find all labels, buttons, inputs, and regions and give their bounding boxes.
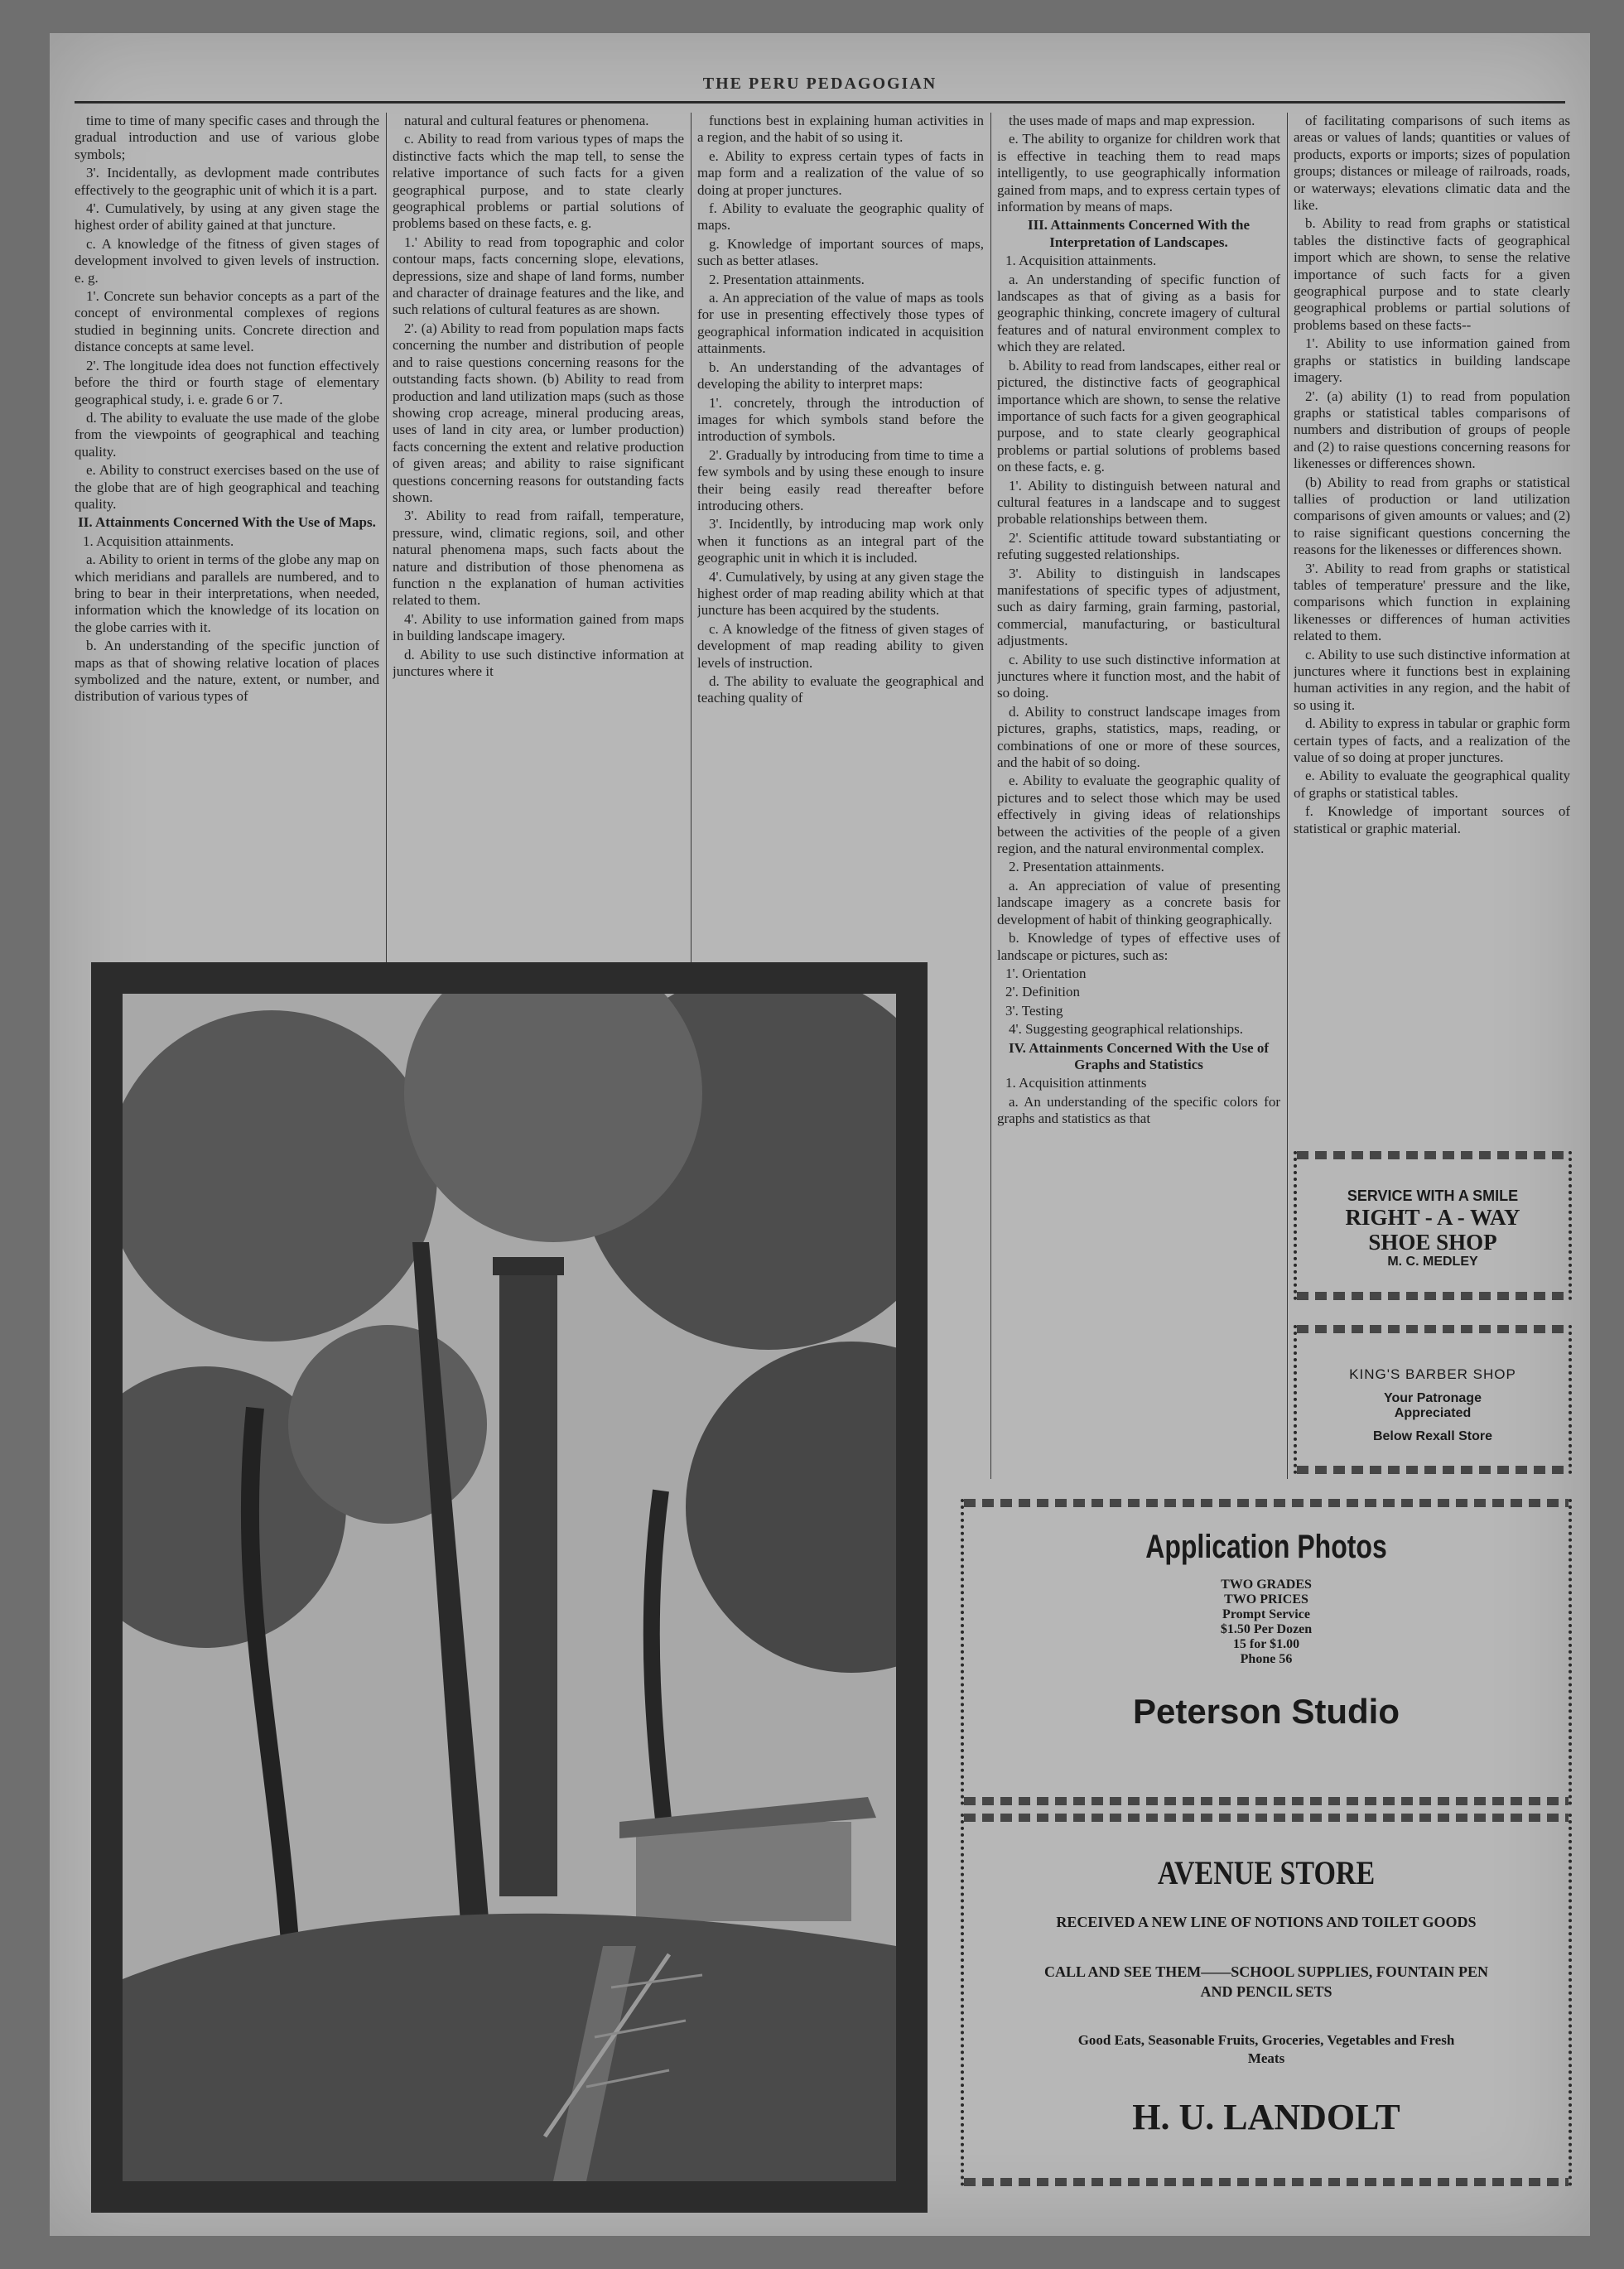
paragraph: a. An appreciation of value of presenting landscape imagery as a concrete basis for development of habit of thinking geographically. — [997, 877, 1280, 927]
paragraph: b. Ability to read from graphs or statistical tables the distinctive facts of geographical import which are shown, to sense the relative importance of such facts for a given geographical purpose and to state clearly geographical problems or partial solutions of problems based on these facts-- — [1294, 215, 1570, 333]
paragraph: 3'. Ability to read from graphs or statistical tables of temperature' pressure and the like, comparisons which function in explaining likenesses or differences of human activities related to them. — [1294, 560, 1570, 644]
paragraph: a. An appreciation of the value of maps as tools for use in presenting effectively those types of geographical information indicated in acquisition attainments. — [697, 290, 984, 357]
paragraph: d. Ability to express in tabular or graphic form certain types of facts, and a realization of the value of so doing at proper junctures. — [1294, 715, 1570, 766]
ad-border — [1297, 1151, 1569, 1159]
paragraph: 4'. Suggesting geographical relationships. — [1009, 1021, 1244, 1038]
photos-line-1: TWO GRADES — [1221, 1578, 1312, 1592]
paragraph: 3'. Ability to distinguish in landscapes manifestations of specific types of adjustment, such as dairy farming, grain farming, pastorial, commercial, manufacturing, or basticultural adjustments. — [997, 565, 1280, 649]
text-column-5 — [1294, 113, 1570, 937]
section-heading: IV. Attainments Concerned With the Use of Graphs and Statistics — [1008, 1039, 1270, 1072]
photos-line-3: Prompt Service — [1222, 1607, 1310, 1621]
ad-border — [964, 1814, 1569, 1822]
paragraph: d. The ability to evaluate the use made of the globe from the viewpoints of geographical and teaching quality. — [75, 409, 379, 460]
paragraph: 4'. Cumulatively, by using at any given stage the highest order of ability gained at that juncture. — [75, 200, 379, 234]
shoe-tagline: SERVICE WITH A SMILE — [1347, 1187, 1519, 1204]
ad-barber-shop — [1294, 1325, 1572, 1474]
paragraph: 1'. Concrete sun behavior concepts as a part of the concept of environmental complexes of regions studied in beginning units. Concrete direction and distance concepts at same level. — [75, 288, 379, 355]
shoe-owner: M. C. MEDLEY — [1387, 1255, 1478, 1269]
paragraph: 2. Presentation attainments. — [709, 271, 865, 287]
text-column-4 — [997, 113, 1280, 1537]
paragraph: g. Knowledge of important sources of maps, such as better atlases. — [697, 235, 984, 269]
paragraph: the uses made of maps and map expression. — [1009, 113, 1255, 128]
paragraph: 4'. Ability to use information gained from maps in building landscape imagery. — [393, 610, 684, 644]
newspaper-page — [50, 33, 1590, 2236]
avenue-proprietor: H. U. LANDOLT — [1132, 2097, 1400, 2137]
masthead — [75, 68, 1565, 104]
paragraph: 2'. (a) Ability to read from population maps facts concerning the number and distribution of people and to raise questions concerning reasons for the outstanding facts shown. (b) Ability to read from production and land utilization maps (such as those showing crop acreage, mineral producing areas, uses of land in city area, or lumber production) facts concerning the extent and relative production of given areas; and ability to raise significant questions concerning reasons for outstanding facts shown. — [393, 320, 684, 505]
barber-name: KING'S BARBER SHOP — [1349, 1366, 1516, 1382]
photos-price-1: $1.50 Per Dozen — [1220, 1622, 1313, 1636]
photos-line-2: TWO PRICES — [1224, 1592, 1308, 1607]
paragraph: natural and cultural features or phenomena. — [404, 113, 649, 128]
ad-shoe-shop — [1294, 1151, 1572, 1300]
photo-frame — [91, 962, 928, 2213]
ad-border — [964, 1797, 1569, 1805]
avenue-title: AVENUE STORE — [1157, 1854, 1376, 1891]
ad-application-photos — [961, 1499, 1572, 1805]
section-heading: II. Attainments Concerned With the Use of Maps. — [78, 514, 376, 531]
paragraph: c. Ability to use such distinctive information at junctures where it function most, and the habit of so doing. — [997, 651, 1280, 701]
text-column-3 — [697, 113, 984, 970]
paragraph: e. Ability to construct exercises based on the use of the globe that are of high geographical and teaching quality. — [75, 462, 379, 512]
paragraph: c. Ability to read from various types of maps the distinctive facts which the map tell, to sense the relative importance of such facts for a given geographical purpose, and to state clearly geographical problems or partial solutions of problems based on these facts, e. g. — [393, 131, 684, 232]
column-rule — [691, 113, 692, 966]
paragraph: 3'. Testing — [1005, 1002, 1063, 1019]
paragraph: d. Ability to use such distinctive information at junctures where it — [393, 646, 684, 679]
column-rule — [990, 113, 991, 1479]
paragraph: 1'. Orientation — [1005, 965, 1087, 981]
paragraph: e. Ability to express certain types of facts in map form and a realization of the value of so doing at proper junctures. — [697, 147, 984, 198]
paragraph: b. An understanding of the advantages of developing the ability to interpret maps: — [697, 359, 984, 393]
text-column-2 — [393, 113, 684, 970]
shoe-name-1: RIGHT - A - WAY — [1345, 1205, 1520, 1230]
paragraph: c. Ability to use such distinctive information at junctures where it functions best in explaining human activities in any region, and the habit of so using it. — [1294, 646, 1570, 713]
paragraph: 3'. Ability to read from raifall, temperature, pressure, wind, climatic regions, soil, and other natural phenomena maps, such facts about the nature and distribution of those phenomena as function n the explanation of human activities related to them. — [393, 508, 684, 609]
paragraph: 1. Acquisition attainments. — [1005, 253, 1157, 269]
paragraph: (b) Ability to read from graphs or statistical tallies of production or land utilization comparisons of given amounts or values; and (2) to raise significant questions concerning the reasons for the likenesses or differences shown. — [1294, 474, 1570, 558]
paragraph: a. Ability to orient in terms of the globe any map on which meridians and parallels are numbered, and to bring to bear in their interpretations, when needed, information which the knowledge of its location on the globe carries with it. — [75, 552, 379, 635]
ad-border — [964, 2178, 1569, 2186]
avenue-line-1: RECEIVED A NEW LINE OF NOTIONS AND TOILET GOODS — [1056, 1914, 1477, 1930]
paragraph: 2. Presentation attainments. — [1009, 859, 1164, 875]
photos-phone: Phone 56 — [1240, 1652, 1293, 1666]
paragraph: e. The ability to organize for children work that is effective in teaching them to read maps intelligently, to use geographically information gained from maps, and to express certain types of information by means of maps. — [997, 131, 1280, 215]
text-column-1 — [75, 113, 379, 970]
column-rule — [1287, 113, 1288, 1479]
ad-border — [964, 1499, 1569, 1507]
paragraph: b. Knowledge of types of effective uses of landscape or pictures, such as: — [997, 930, 1280, 963]
chimney-trees-photo — [123, 994, 896, 2181]
photos-title: Application Photos — [1145, 1529, 1387, 1565]
section-heading: III. Attainments Concerned With the Interpretation of Landscapes. — [1027, 217, 1251, 250]
paragraph: 4'. Cumulatively, by using at any given stage the highest order of map reading ability which at that juncture has been acquired by the students. — [697, 568, 984, 619]
paragraph: c. A knowledge of the fitness of given stages of development involved to given levels of instruction. e. g. — [75, 235, 379, 286]
avenue-line-2: CALL AND SEE THEM——SCHOOL SUPPLIES, FOUNTAIN PEN AND PENCIL SETS — [1044, 1963, 1488, 2000]
ad-border — [1297, 1292, 1569, 1300]
barber-location: Below Rexall Store — [1372, 1429, 1493, 1443]
paragraph: f. Knowledge of important sources of statistical or graphic material. — [1294, 803, 1570, 836]
paragraph: 1'. Ability to use information gained from graphs or statistics in building landscape imagery. — [1294, 335, 1570, 386]
paragraph: b. Ability to read from landscapes, either real or pictured, the distinctive facts of geographical importance which are shown, to sense the relative importance of such facts for a given geographical purpose, and to state clearly geographical problems or partial solutions of problems based on these facts, e. g. — [997, 357, 1280, 475]
paragraph: 2'. Scientific attitude toward substantiating or refuting suggested relationships. — [997, 529, 1280, 563]
paragraph: 3'. Incidentlly, by introducing map work only when it functions as an integral part of the geographic unit in which it is included. — [697, 516, 984, 566]
paragraph: functions best in explaining human activities in a region, and the habit of so using it. — [697, 113, 984, 146]
paragraph: f. Ability to evaluate the geographic quality of maps. — [697, 200, 984, 234]
ad-border — [1297, 1325, 1569, 1333]
paragraph: 1. Acquisition attinments — [1005, 1075, 1147, 1091]
paragraph: a. An understanding of specific function of landscapes as that of giving as a basis for geographic thinking, concrete imagery of cultural features and of natural environment complex to which they are related. — [997, 271, 1280, 355]
paragraph: 2'. Definition — [1005, 984, 1080, 1000]
paragraph: 1.' Ability to read from topographic and color contour maps, facts concerning slope, elevations, depressions, size and shape of land forms, number and character of drainage features and the like, and such relations of cultural features as are shown. — [393, 234, 684, 318]
paragraph: a. An understanding of the specific colors for graphs and statistics as that — [997, 1093, 1280, 1127]
photos-price-2: 15 for $1.00 — [1232, 1637, 1300, 1651]
paragraph: time to time of many specific cases and through the gradual introduction and use of various globe symbols; — [75, 113, 379, 162]
paragraph: 2'. Gradually by introducing from time to time a few symbols and by using these enough to insure their being easily read thereafter before introducing others. — [697, 446, 984, 513]
paragraph: 1'. Ability to distinguish between natural and cultural features in a landscape and to suggest probable relationships between them. — [997, 477, 1280, 528]
photos-studio-name: Peterson Studio — [1132, 1692, 1400, 1731]
paragraph: e. Ability to evaluate the geographic quality of pictures and to select those which may be used effectively in giving ideas of relationships between the activities of the people of a given region, and the natural environmental complex. — [997, 773, 1280, 857]
shoe-name-2: SHOE SHOP — [1368, 1230, 1497, 1255]
paragraph: e. Ability to evaluate the geographical quality of graphs or statistical tables. — [1294, 768, 1570, 801]
paragraph: 2'. (a) ability (1) to read from population graphs or statistical tables comparisons of numbers and distribution of groups of people and (2) to raise questions concerning reasons for likenesses or differences shown. — [1294, 388, 1570, 472]
ad-border — [1297, 1466, 1569, 1474]
paragraph: d. Ability to construct landscape images from pictures, graphs, statistics, maps, reading, or combinations of one or more of these sources, and the habit of so doing. — [997, 703, 1280, 771]
barber-line-3: Appreciated — [1394, 1406, 1472, 1420]
ad-avenue-store — [961, 1814, 1572, 2186]
avenue-line-3: Good Eats, Seasonable Fruits, Groceries, Vegetables and Fresh Meats — [1077, 2032, 1455, 2066]
barber-line-2: Your Patronage — [1384, 1391, 1482, 1405]
paragraph: c. A knowledge of the fitness of given stages of development of map reading ability to given levels of instruction. — [697, 620, 984, 671]
paragraph: 3'. Incidentally, as devlopment made contributes effectively to the geographic unit of which it is a part. — [75, 165, 379, 198]
paragraph: 2'. The longitude idea does not function effectively before the third or fourth stage of elementary geographical study, i. e. grade 6 or 7. — [75, 357, 379, 407]
paragraph: 1'. concretely, through the introduction of images for which symbols stand before the introduction of symbols. — [697, 394, 984, 445]
paragraph: of facilitating comparisons of such items as areas or values of lands; quantities or values of products, exports or imports; sizes of population groups; distances or mileage of railroads, roads, or waterways; elevations climatic data and the like. — [1294, 113, 1570, 214]
paragraph: b. An understanding of the specific junction of maps as that of showing relative location of places symbolized and the nature, extent, or number, and distribution of various types of — [75, 638, 379, 705]
paragraph: d. The ability to evaluate the geographical and teaching quality of — [697, 673, 984, 706]
column-rule — [386, 113, 387, 966]
paragraph: 1. Acquisition attainments. — [83, 532, 234, 549]
masthead-title: THE PERU PEDAGOGIAN — [702, 75, 937, 93]
photograph — [123, 994, 896, 2181]
